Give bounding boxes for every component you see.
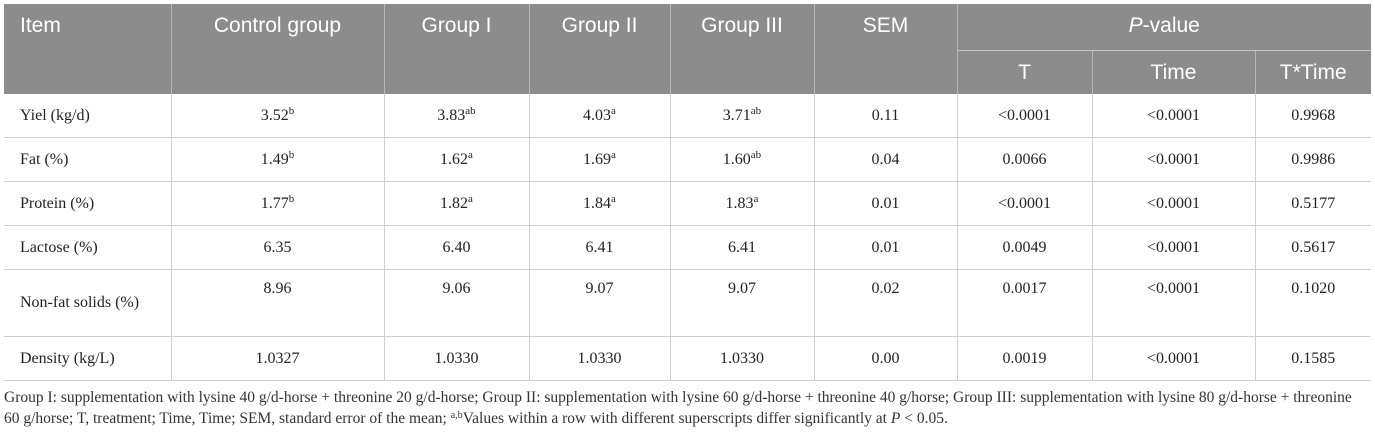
table-row: [4, 138, 1371, 182]
cell-t: 0.0049: [957, 226, 1092, 270]
table-body: [4, 94, 1371, 381]
cell-t: <0.0001: [957, 94, 1092, 138]
cell-group-1: [384, 182, 529, 226]
header-group-3: Group III: [670, 4, 814, 94]
data-table: [4, 4, 1371, 381]
cell-sem: 0.01: [814, 182, 957, 226]
table-row: [4, 182, 1371, 226]
header-item: Item: [4, 4, 171, 94]
cell-superscript: a: [753, 192, 759, 205]
cell-superscript: ab: [750, 104, 762, 117]
cell-time: <0.0001: [1092, 226, 1255, 270]
cell-superscript: a: [611, 148, 616, 161]
cell-item: Density (kg/L): [4, 337, 171, 381]
cell-group-2: [529, 270, 670, 337]
cell-value: 1.62: [440, 150, 469, 168]
cell-item: Yiel (kg/d): [4, 94, 171, 138]
cell-t-time: 0.5177: [1255, 182, 1371, 226]
cell-group-2: [529, 138, 670, 182]
table-row: [4, 337, 1371, 381]
cell-control: [171, 226, 384, 270]
cell-time: <0.0001: [1092, 337, 1255, 381]
header-t: T: [957, 50, 1092, 94]
cell-superscript: a: [468, 192, 473, 205]
cell-control: [171, 138, 384, 182]
cell-group-2: [529, 337, 670, 381]
cell-t: <0.0001: [957, 182, 1092, 226]
cell-superscript: b: [288, 148, 295, 161]
header-sem: SEM: [814, 4, 957, 94]
cell-value: 3.83: [437, 106, 466, 124]
header-p-value: [957, 4, 1371, 50]
cell-value: 8.96: [263, 280, 292, 297]
cell-group-2: [529, 226, 670, 270]
footnote-significance-text: Values within a row with different superscripts differ significantly at: [462, 410, 891, 427]
cell-value: 4.03: [583, 106, 612, 124]
cell-value: 1.60: [722, 150, 751, 168]
cell-value: 1.69: [583, 150, 612, 168]
cell-group-3: [670, 270, 814, 337]
cell-time: <0.0001: [1092, 94, 1255, 138]
cell-time: <0.0001: [1092, 182, 1255, 226]
header-time: Time: [1092, 50, 1255, 94]
cell-time: <0.0001: [1092, 270, 1255, 337]
cell-value: 6.40: [442, 238, 471, 256]
header-t-time: T*Time: [1255, 50, 1371, 94]
cell-value: 9.07: [585, 280, 614, 297]
cell-t-time: 0.9968: [1255, 94, 1371, 138]
cell-group-3: [670, 226, 814, 270]
cell-group-2: [529, 94, 670, 138]
cell-t: 0.0017: [957, 270, 1092, 337]
cell-sem: 0.02: [814, 270, 957, 337]
cell-value: 9.07: [728, 280, 756, 297]
cell-value: 6.35: [263, 238, 292, 256]
header-control-group: Control group: [171, 4, 384, 94]
footnote-p-italic: P: [890, 410, 901, 427]
cell-group-3: [670, 94, 814, 138]
cell-item: Non-fat solids (%): [4, 270, 171, 337]
cell-item: Protein (%): [4, 182, 171, 226]
header-group-2: Group II: [529, 4, 670, 94]
cell-superscript: b: [288, 192, 295, 205]
table-footnote: [4, 387, 1371, 429]
cell-group-3: [670, 182, 814, 226]
cell-value: 9.06: [442, 280, 471, 297]
cell-value: 1.0330: [720, 349, 764, 367]
cell-value: 1.0327: [255, 349, 300, 367]
cell-superscript: a: [468, 148, 473, 161]
cell-value: 1.49: [260, 150, 289, 168]
cell-group-1: [384, 270, 529, 337]
cell-group-1: [384, 138, 529, 182]
cell-superscript: ab: [465, 104, 476, 117]
cell-control: [171, 182, 384, 226]
cell-group-1: [384, 337, 529, 381]
cell-control: [171, 94, 384, 138]
cell-value: 6.41: [728, 238, 756, 256]
p-value-suffix: -value: [1142, 14, 1200, 37]
footnote-threshold: < 0.05.: [900, 410, 948, 427]
cell-value: 1.82: [440, 194, 469, 212]
cell-sem: 0.01: [814, 226, 957, 270]
cell-sem: 0.04: [814, 138, 957, 182]
cell-group-2: [529, 182, 670, 226]
cell-value: 1.0330: [434, 349, 479, 367]
cell-group-1: [384, 94, 529, 138]
p-italic: P: [1128, 14, 1143, 37]
table-row: [4, 94, 1371, 138]
cell-control: [171, 270, 384, 337]
table-row: [4, 226, 1371, 270]
cell-t: 0.0066: [957, 138, 1092, 182]
cell-superscript: a: [611, 192, 616, 205]
cell-t: 0.0019: [957, 337, 1092, 381]
cell-sem: 0.00: [814, 337, 957, 381]
cell-value: 3.71: [722, 106, 751, 124]
cell-control: [171, 337, 384, 381]
header-group-1: Group I: [384, 4, 529, 94]
footnote-text: Group I: supplementation with lysine 40 g/d-horse + threonine 20 g/d-horse; Group II: supplementation with lysine 60 g/d-horse + threonine 40 g/horse; Group III: supplementation with lysine 80 g/d-horse + threonine 60 g/horse; T, treatment; Time, Time; SEM, standard error of the mean;: [4, 389, 1352, 427]
cell-value: 1.84: [583, 194, 612, 212]
cell-superscript: b: [288, 104, 295, 117]
cell-value: 1.77: [260, 194, 289, 212]
cell-group-3: [670, 337, 814, 381]
cell-value: 1.83: [725, 194, 754, 212]
cell-t-time: 0.1020: [1255, 270, 1371, 337]
cell-superscript: ab: [750, 148, 762, 161]
cell-group-1: [384, 226, 529, 270]
cell-value: 6.41: [585, 238, 614, 256]
cell-item: Fat (%): [4, 138, 171, 182]
table-container: [4, 4, 1371, 429]
cell-t-time: 0.9986: [1255, 138, 1371, 182]
cell-value: 1.0330: [577, 349, 622, 367]
cell-sem: 0.11: [814, 94, 957, 138]
cell-group-3: [670, 138, 814, 182]
cell-superscript: a: [611, 104, 616, 117]
footnote-superscript: a,b: [450, 410, 463, 421]
table-row: [4, 270, 1371, 337]
cell-item: Lactose (%): [4, 226, 171, 270]
cell-t-time: 0.5617: [1255, 226, 1371, 270]
cell-value: 3.52: [260, 106, 289, 124]
cell-t-time: 0.1585: [1255, 337, 1371, 381]
cell-time: <0.0001: [1092, 138, 1255, 182]
table-header: [4, 4, 1371, 94]
